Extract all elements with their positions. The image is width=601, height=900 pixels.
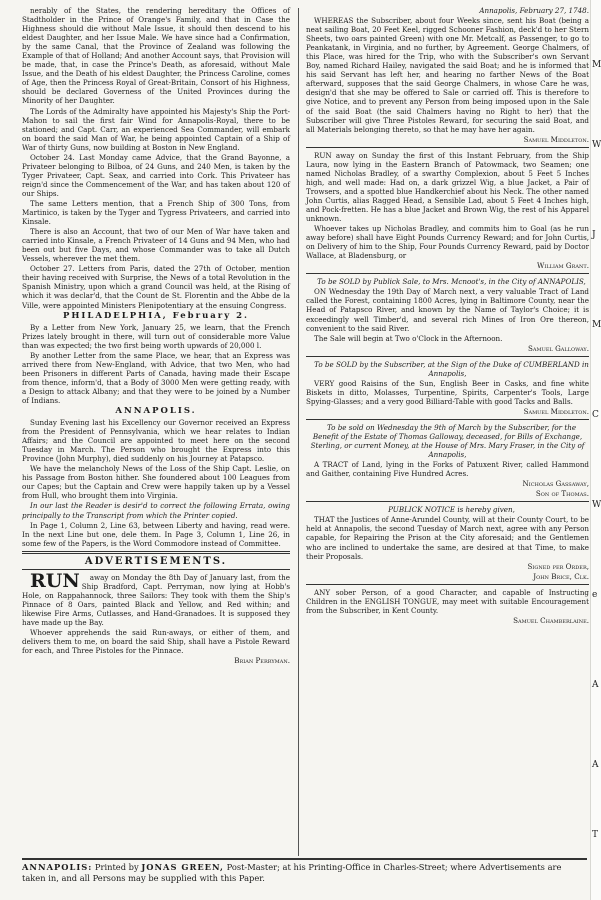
ad-signature: Signed per Order, <box>527 561 589 571</box>
news-paragraph: Sunday Evening last his Excellency our Governor received an Express from the President of Pennsylvania, which we hear relates to Indian Affairs; and the Council are appointed to meet here on the second Tuesday in March. The Person who brought the Express into this Province (John Murphy), died suddenly on his Journey at Patapsco. <box>22 418 290 464</box>
advertisement-tract: A TRACT of Land, lying in the Forks of Patuxent River, called Hammond and Gaither, containing Five Hundred Acres. <box>306 460 589 479</box>
edge-letter: T <box>592 830 599 840</box>
news-paragraph: The same Letters mention, that a French Ship of 300 Tons, from Martinico, is taken by the Tyger and Tygress Privateers, and carried into Kinsale. <box>22 198 290 227</box>
edge-letter: M <box>592 60 601 70</box>
drop-cap: RUN <box>30 569 80 592</box>
ad-signature: William Grant. <box>537 261 589 271</box>
ad-heading: PUBLICK NOTICE is hereby given, <box>388 505 515 515</box>
rule <box>306 584 589 585</box>
news-paragraph: There is also an Account, that two of our Men of War have taken and carried into Kinsale, a French Privateer of 14 Guns and 94 Men, who had been out but five Days, and whose Commander was to take all Dutch Vessels, wherever the met them. <box>22 227 290 264</box>
adjacent-page-edge <box>590 0 601 900</box>
news-paragraph: nerably of the States, the rendering hereditary the Offices of Stadtholder in the Prince of Orange's Family, and that in Case the Highness should die without Male Issue, it should then descend to his eldest Daughter, and her Issue Male. We have since had a Confirmation, by the same Canal, that the Province of Zealand was following the Example of that of Holland; And another Account says, that Provision will be made, that, in case the Prince's Death, as aforesaid, without Male Issue, and the Death of his eldest Daughter, the Princess Caroline, comes of Age, then the Princess Royal of Great-Britain, Consort of his Highness, should be declared Governess of the United Provinces during the Minority of her Daughter. <box>22 6 290 106</box>
ad-signature: John Brice, Clk. <box>533 571 589 581</box>
section-divider <box>22 551 290 554</box>
imprint-text: Printed by <box>94 862 139 872</box>
news-paragraph: By a Letter from New York, January 25, we learn, that the French Prizes lately brought in there, will turn out of considerable more Value than was expected; the two first being worth upwards of 20,000 l. <box>22 322 290 350</box>
column-rule <box>298 8 299 856</box>
ad-signature: Samuel Middleton. <box>523 134 589 144</box>
ad-text: The Sale will begin at Two o'Clock in the Afternoon. <box>314 333 503 343</box>
rule <box>306 273 589 274</box>
edge-letter: A <box>592 760 599 770</box>
ad-heading: To be SOLD by the Subscriber, at the Sign of the Duke of CUMBERLAND in Annapolis, <box>314 359 589 378</box>
advertisement-runaway-seamen: RUN away on Sunday the first of this Instant February, from the Ship Laura, now lying in the Eastern Branch of Patowmack, two Seamen; one named Nicholas Bradley, of a swarthy Complexion, about 5 Feet 5 Inches high, and well made: Had on, a dark grizzel Wig, a blue Jacket, a Pair of Trowsers, and a spotted blue Handkerchief about his Neck. The other named John Curtis, alias Ragged Head, a Sensible Lad, about 5 Feet 4 Inches high, and Pock-fretten. He has a blue Jacket and Brown Wig, the rest of his Apparel unknown. <box>306 150 589 224</box>
rule <box>306 419 589 420</box>
rule <box>306 501 589 502</box>
ad-signature: Samuel Chamberlaine. <box>513 615 589 625</box>
edge-letter: C <box>592 410 599 420</box>
news-paragraph: We have the melancholy News of the Loss of the Ship Capt. Leslie, on his Passage from Boston hither. She foundered about 100 Leagues from our Capes; but the Captain and Crew were happily taken up by a Vessel from Hull, who brought them into Virginia. <box>22 464 290 501</box>
edge-letter: e <box>592 590 598 600</box>
news-paragraph: October 24. Last Monday came Advice, that the Grand Bayonne, a Privateer belonging to Bilboa, of 24 Guns, and 240 Men, is taken by the Tyger Privateer, Capt. Seax, and carried into Cork. This Privateer has reign'd since the Commencement of the War, and has taken about 120 of our Ships. <box>22 152 290 198</box>
news-paragraph: October 27. Letters from Paris, dated the 27th of October, mention their having received with Surprise, the News of a total Revolution in the Spanish Ministry, upon which a grand Council was held, at the Rising of which it was declar'd, that the Count de St. Florentin and the Abbe de la Ville, were appointed Ministers Plenipotentiary at the ensuing Congress. <box>22 264 290 310</box>
right-column <box>306 6 589 854</box>
imprint-text: Post-Master; at his Printing-Office in Charles-Street; where Advertisements are taken in, and all Persons may be supplied with this Paper. <box>22 862 562 883</box>
left-column <box>22 6 290 724</box>
advertisement-teacher: ANY sober Person, of a good Character, and capable of Instructing Children in the ENGLISH TONGUE, may meet with suitable Encouragement from the Subscriber, in Kent County. <box>306 587 589 615</box>
ad-signature: Son of Thomas. <box>535 489 589 499</box>
ad-signature: Brian Perryman. <box>234 656 290 666</box>
public-notice-prison: THAT the Justices of Anne-Arundel County, will at their County Court, to be held at Annapolis, the second Tuesday of March next, agree with any Person capable, for Repairing the Prison at the City aforesaid; and the Gentlemen who are inclined to undertake the same, are desired at that Time, to make their Proposals. <box>306 515 589 561</box>
advertisement-runaway-sailors <box>22 569 290 627</box>
dateline-philadelphia: PHILADELPHIA, February 2. <box>62 310 250 321</box>
ad-signature: Samuel Galloway. <box>528 343 589 353</box>
ad-heading: To be SOLD by Publick Sale, to Mrs. Mcnoot's, in the City of ANNAPOLIS, <box>317 277 586 287</box>
errata-text: In Page 1, Column 2, Line 63, between Liberty and having, read were. In the next Line but one, dele them. In Page 3, Column 1, Line 26, in some few of the Papers, is the Word Commodore instead of Committee. <box>22 520 290 548</box>
edge-letter: W <box>592 140 601 150</box>
advertisement-boat: WHEREAS the Subscriber, about four Weeks since, sent his Boat (being a neat sailing Boat, 20 Feet Keel, rigged Schooner Fashion, deck'd to her Stern Sheets, two oars painted Green) with one Mr. Metcalf, as Passenger, to go to Peankatank, in Virginia, and no further, by Agreement. George Chalmers, of this Place, was hired for the Trip, who with the Subscriber's own Servant Boy, named Richard Hailey, navigated the said Boat; and he is informed that his said Servant has left her, and hearing no farther News of the Boat afterward, supposes that the said George Chalmers, in whose Care he was, design'd that she may be offered to Sale or carried off. This is therefore to give Notice, and to prevent any Person from being imposed upon in the Sale of the said Boat (the said Chalmers having no Right to her) that the Subscriber will give Three Pistoles Reward, for securing the said Boat, and all Materials belonging thereto, so that he may have her again. <box>306 16 589 134</box>
advertisement-land-sale: ON Wednesday the 19th Day of March next, a very valuable Tract of Land called the Forest, containing 1800 Acres, lying in Baltimore County, near the Head of Patapsco River, and known by the Name of Taylor's Choice; it is exceedingly well Timber'd, and several rich Mines of Iron Ore thereon, convenient to the said River. <box>306 287 589 333</box>
ad-signature: Nicholas Gassaway, <box>522 479 589 489</box>
ad-heading: To be sold on Wednesday the 9th of March by the Subscriber, for the Benefit of the Estate of Thomas Galloway, deceased, for Bills of Exchange, Sterling, or current Money, at the House of Mrs. Mary Fraser, in the City of Annapolis, <box>310 422 585 460</box>
news-paragraph: The Lords of the Admiralty have appointed his Majesty's Ship the Port-Mahon to sail the first fair Wind for Annapolis-Royal, there to be stationed; and Capt. Carr, an experienced Sea Commander, will embark on board the said Man of War, he being appointed Captain of a Ship of War of thirty Guns, now building at Boston in New England. <box>22 106 290 152</box>
imprint-printer: JONAS GREEN, <box>141 862 224 872</box>
ad-dateline: Annapolis, February 27, 1748. <box>479 6 589 15</box>
news-paragraph: By another Letter from the same Place, we hear, that an Express was arrived there from New-England, with Advice, that two Men, who had been Prisoners in different Parts of Canada, having made their Escape from thence, inform'd, that a Body of 3000 Men were getting ready, with a Design to attack Albany; and that they were to be joined by a Number of Indians. <box>22 350 290 405</box>
advertisement-goods: VERY good Raisins of the Sun, English Beer in Casks, and fine white Biskets in ditto, Molasses, Turpentine, Spirits, Carpenter's Tools, Large Spying-Glasses; and a very good Billiard-Table with good Tacks and Balls. <box>306 378 589 406</box>
rule <box>306 147 589 148</box>
edge-letter: M <box>592 320 601 330</box>
ad-signature: Samuel Middleton. <box>523 406 589 416</box>
imprint-city: ANNAPOLIS: <box>22 862 93 872</box>
ad-text: away on Monday the 8th Day of January last, from the Ship Bradford, Capt. Perryman, now lying at Hobb's Hole, on Rappahannock, three Sailors: They took with them the Ship's Pinnace of 8 Oars, painted Black and Yellow, and Red within; and likewise Fire Arms, Cutlasses, and Hand-Granadoes. It is supposed they have made up the Bay. <box>22 572 290 627</box>
advertisements-heading: ADVERTISEMENTS. <box>84 555 228 567</box>
edge-letter: J <box>592 230 596 240</box>
printer-imprint <box>22 858 587 883</box>
ad-text: Whoever takes up Nicholas Bradley, and commits him to Goal (as he run away before) shall have Eight Pounds Currency Reward; and for John Curtis, on Delivery of him to the Ship, Four Pounds Currency Reward, paid by Doctor Wallace, at Bladensburg, or <box>306 224 589 261</box>
edge-letter: W <box>592 500 601 510</box>
errata-notice: In our last the Reader is desir'd to correct the following Errata, owing principally to the Transcript from which the Printer copied. <box>22 501 290 520</box>
rule <box>306 356 589 357</box>
dateline-annapolis: ANNAPOLIS. <box>115 406 197 417</box>
ad-text: Whoever apprehends the said Run-aways, or either of them, and delivers them to me, on board the said Ship, shall have a Pistole Reward for each, and Three Pistoles for the Pinnace. <box>22 628 290 656</box>
edge-letter: A <box>592 680 599 690</box>
